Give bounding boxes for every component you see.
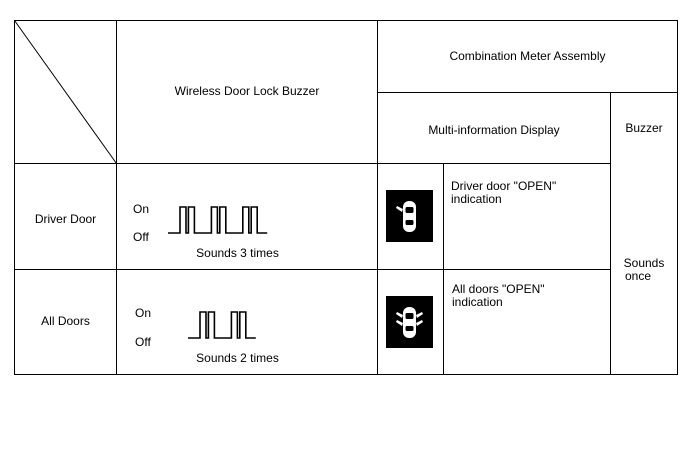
indication-line2: indication: [452, 295, 503, 309]
off-label: Off: [133, 230, 149, 244]
row-label-all-doors: All Doors: [41, 314, 90, 328]
car-all-doors-open-icon: [386, 296, 433, 348]
indication-line1: All doors "OPEN": [452, 282, 545, 296]
sound-count-text: Sounds 3 times: [196, 246, 279, 260]
buzzer-result-line2: once: [624, 269, 652, 283]
on-label: On: [133, 202, 150, 216]
buzzer-waveform-2-pulses: [188, 309, 338, 345]
indication-line1: Driver door "OPEN": [451, 179, 557, 193]
header-combination-meter: Combination Meter Assembly: [449, 49, 606, 63]
header-multi-info-display: Multi-information Display: [428, 123, 560, 137]
on-label: On: [135, 306, 152, 320]
car-driver-door-open-icon: [386, 190, 433, 242]
indication-line2: indication: [451, 192, 502, 206]
pulse-train: [188, 312, 256, 338]
off-label: Off: [135, 335, 151, 349]
corner-diagonal: [15, 21, 117, 164]
row-label-driver-door: Driver Door: [34, 212, 97, 226]
buzzer-result-line1: Sounds: [623, 256, 665, 270]
buzzer-waveform-3-pulses: [168, 204, 318, 240]
sound-count-text: Sounds 2 times: [196, 351, 279, 365]
header-wireless-buzzer: Wireless Door Lock Buzzer: [174, 84, 320, 98]
header-buzzer: Buzzer: [625, 121, 663, 135]
pulse-train: [168, 207, 267, 233]
